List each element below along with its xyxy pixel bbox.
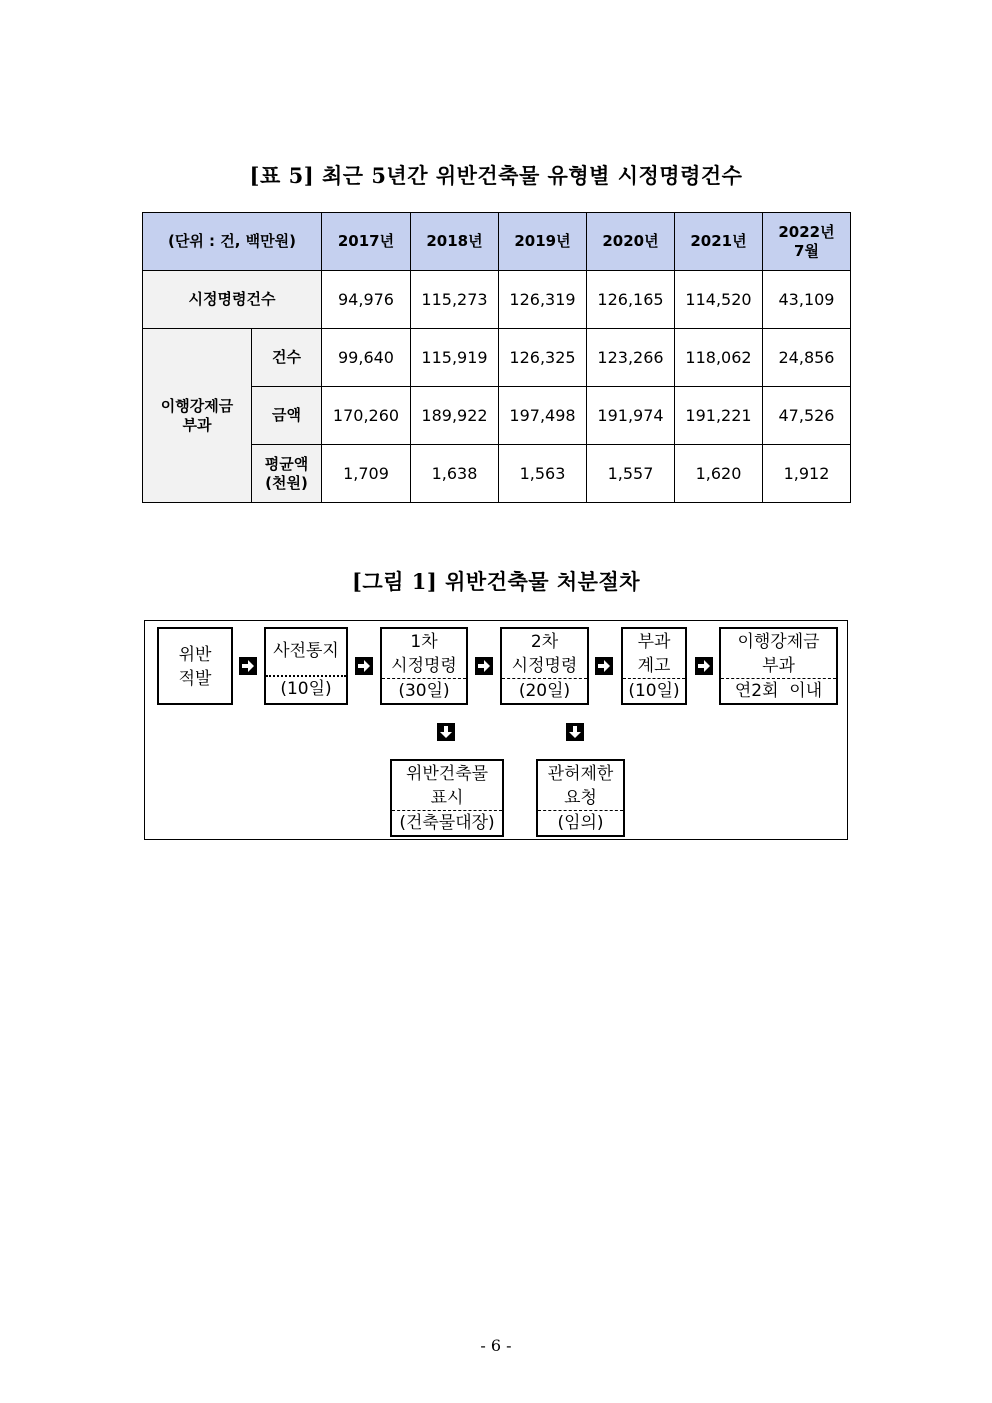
- flow-text: 계고: [637, 656, 671, 676]
- table-cell: 126,325: [499, 329, 587, 387]
- process-flowchart: [144, 620, 848, 840]
- flow-text: (10일): [623, 678, 685, 703]
- group-label-line: 부과: [182, 415, 212, 434]
- flow-text: 시정명령: [391, 656, 457, 676]
- year-header: 2019년: [499, 213, 587, 271]
- flow-text: (임의): [538, 810, 623, 835]
- flow-text: 1차: [410, 632, 438, 652]
- flow-text: 부과: [637, 632, 671, 652]
- table-caption: [표 5] 최근 5년간 위반건축물 유형별 시정명령건수: [249, 163, 743, 188]
- table-cell: 1,638: [411, 445, 499, 503]
- flow-text: 2차: [530, 632, 559, 652]
- table-cell: 47,526: [763, 387, 851, 445]
- avg-label-line: (천원): [265, 473, 308, 492]
- year-header: 2020년: [587, 213, 675, 271]
- flow-box-prior-notice: [264, 627, 348, 705]
- table-cell: 126,165: [587, 271, 675, 329]
- table-cell: 99,640: [322, 329, 411, 387]
- header-row: [143, 213, 851, 271]
- arrow-right-icon: [695, 657, 713, 675]
- unit-header: (단위 : 건, 백만원): [143, 213, 322, 271]
- table-cell: 1,563: [499, 445, 587, 503]
- table-cell: 189,922: [411, 387, 499, 445]
- flow-box-detection: [157, 627, 233, 705]
- table-cell: 126,319: [499, 271, 587, 329]
- year-header-2022: [763, 213, 851, 271]
- arrow-right-icon: [239, 657, 257, 675]
- arrow-down-icon: [437, 723, 455, 741]
- flow-text: 이행강제금: [737, 632, 820, 652]
- flow-text: 시정명령: [511, 656, 578, 676]
- year-header: 2017년: [322, 213, 411, 271]
- flow-box-warning: [621, 627, 687, 705]
- row-label-amount: 금액: [252, 387, 322, 445]
- table-cell: 24,856: [763, 329, 851, 387]
- arrow-right-icon: [355, 657, 373, 675]
- flow-box-second-order: [500, 627, 589, 705]
- flow-text: 위반건축물: [405, 764, 489, 784]
- table-cell: 118,062: [675, 329, 763, 387]
- flow-text: (30일): [382, 678, 466, 703]
- arrow-right-icon: [595, 657, 613, 675]
- year-header: 2021년: [675, 213, 763, 271]
- table-cell: 115,919: [411, 329, 499, 387]
- stats-table: [142, 212, 851, 503]
- group-label-line: 이행강제금: [160, 396, 234, 415]
- flow-text: 표시: [430, 788, 464, 808]
- table-cell: 94,976: [322, 271, 411, 329]
- table-row: [143, 271, 851, 329]
- flow-text: 적발: [178, 669, 212, 689]
- table-cell: 123,266: [587, 329, 675, 387]
- arrow-right-icon: [475, 657, 493, 675]
- year-header: 2018년: [411, 213, 499, 271]
- table-cell: 114,520: [675, 271, 763, 329]
- table-cell: 197,498: [499, 387, 587, 445]
- avg-label-line: 평균액: [264, 454, 309, 473]
- year-header-line: 2022년: [778, 222, 835, 241]
- table-cell: 170,260: [322, 387, 411, 445]
- table-row: [143, 329, 851, 387]
- table-cell: 43,109: [763, 271, 851, 329]
- flow-box-enforcement-fine: [719, 627, 838, 705]
- page-number: - 6 -: [480, 1336, 512, 1355]
- flow-text: 위반: [178, 645, 212, 665]
- flow-text: (20일): [502, 678, 587, 703]
- flow-text: 연2회 이내: [721, 678, 836, 703]
- table-cell: 1,912: [763, 445, 851, 503]
- flow-text: 사전통지: [273, 641, 339, 661]
- table-cell: 191,974: [587, 387, 675, 445]
- flow-text: 부과: [762, 656, 795, 676]
- table-cell: 1,709: [322, 445, 411, 503]
- figure-caption: [그림 1] 위반건축물 처분절차: [351, 569, 641, 594]
- flow-text: 관허제한: [547, 764, 614, 784]
- year-header-line: 7월: [794, 241, 819, 260]
- table-cell: 1,557: [587, 445, 675, 503]
- flow-box-register-marking: [390, 759, 504, 837]
- row-label-count: 건수: [252, 329, 322, 387]
- table-cell: 191,221: [675, 387, 763, 445]
- row-label-orders: 시정명령건수: [143, 271, 322, 329]
- flow-box-first-order: [380, 627, 468, 705]
- row-group-label: [143, 329, 252, 503]
- table-cell: 1,620: [675, 445, 763, 503]
- flow-text: 요청: [564, 788, 597, 808]
- flow-box-permit-restriction: [536, 759, 625, 837]
- table-cell: 115,273: [411, 271, 499, 329]
- flow-text: (10일): [266, 675, 346, 701]
- flow-text: (건축물대장): [392, 810, 502, 835]
- arrow-down-icon: [566, 723, 584, 741]
- row-label-average: [252, 445, 322, 503]
